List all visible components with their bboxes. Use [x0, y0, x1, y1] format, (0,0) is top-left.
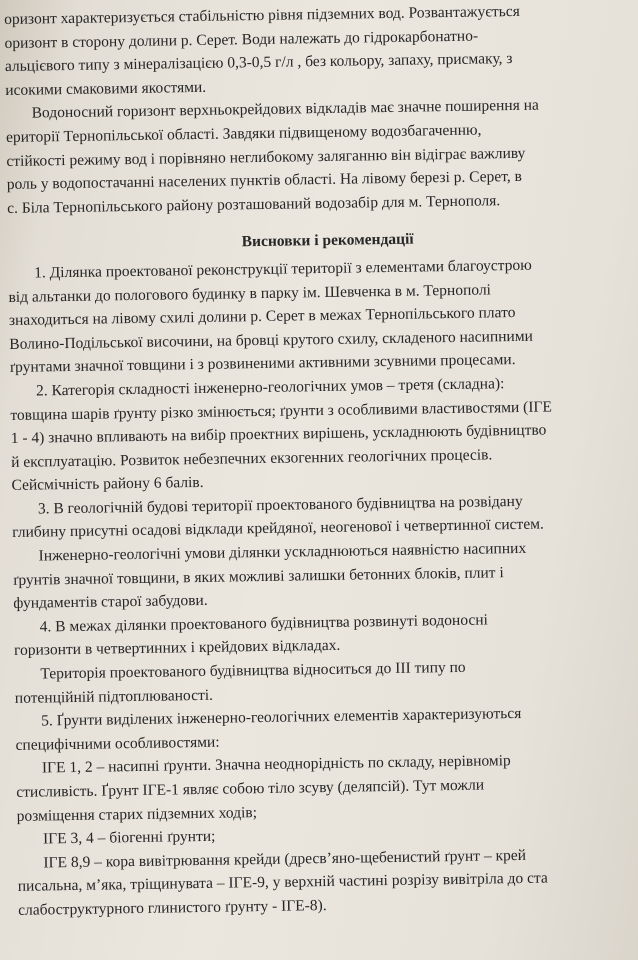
text-line: стисливість. Ґрунт ІГЕ-1 являє собою тіло зсуву (деляпсій). Тут можли: [16, 776, 485, 801]
ige-1-2-paragraph: [16, 747, 638, 828]
ige-8-9-paragraph: [17, 842, 638, 923]
text-line: горизонти в четвертинних і крейдових відкладах.: [13, 637, 341, 660]
text-line: слабоструктурного глинистого ґрунту - ІГЕ-8).: [18, 897, 327, 919]
text-line: ґрунтами значної товщини і з розвиненими активними зсувними процесами.: [9, 351, 516, 377]
text-line: Територія проектованого будівництва відноситься до ІІІ типу по: [40, 658, 466, 683]
document-text: [4, 0, 638, 922]
text-line: фундаментів старої забудови.: [13, 592, 208, 613]
text-line: 2. Категорія складності інженерно-геологічних умов – третя (складна):: [35, 375, 505, 400]
text-line: ериторії Тернопільської області. Завдяки підвищеному водозбагаченню,: [5, 121, 482, 146]
text-line: ІГЕ 3, 4 – біогенні ґрунти;: [42, 827, 216, 848]
text-line: ІГЕ 8,9 – кора вивітрювання крейди (дресв’яно-щебенистий ґрунт – крей: [43, 846, 527, 872]
text-line: оризонт характеризується стабільністю рівня підземних вод. Розвантажується: [4, 2, 520, 28]
text-line: ґрунтів значної товщини, в яких можливі залишки бетонних блоків, плит і: [12, 563, 504, 589]
text-line: 1. Ділянка проектованої реконструкції території з елементами благоустрою: [34, 256, 532, 282]
text-line: 4. В межах ділянки проектованого будівництва розвинуті водоносні: [39, 611, 489, 636]
horizon-paragraph: [5, 92, 638, 220]
text-line: товщина шарів ґрунту різко змінюється; ґрунти з особливими властивостями (ІГЕ: [10, 397, 552, 424]
text-line: розміщення старих підземних ходів;: [16, 803, 258, 825]
text-line: 3. В геологічній будові території проектованого будівництва на розвідану: [37, 492, 523, 518]
conclusion-item-2: [10, 370, 638, 498]
text-line: писальна, м’яка, тріщинувата – ІГЕ-9, у верхній частині розрізу вивітріла до ста: [17, 869, 548, 896]
text-line: ІГЕ 1, 2 – насипні ґрунти. Значна неоднорідність по складу, нерівномір: [41, 752, 511, 777]
text-line: Інженерно-геологічні умови ділянки ускладнюються наявністю насипних: [38, 539, 527, 565]
text-line: потенційній підтоплюваності.: [14, 686, 214, 707]
text-line: 1 - 4) значно впливають на вибір проектних вирішень, ускладнюють будівництво: [10, 421, 547, 448]
text-line: Волино-Подільської височини, на бровці крутого схилу, складеного насипними: [9, 327, 534, 353]
text-line: оризонт в сторону долини р. Серет. Води належать до гідрокарбонатно-: [4, 27, 479, 52]
text-line: стійкості режиму вод і порівняно неглибокому заляганню він відіграє важливу: [6, 144, 526, 170]
text-line: знаходиться на лівому схилі долини р. Серет в межах Тернопільського плато: [8, 304, 516, 330]
text-line: 5. Ґрунти виділених інженерно-геологічних елементів характеризуються: [41, 705, 522, 730]
conclusion-item-1: [8, 252, 638, 380]
text-line: исокими смаковими якостями.: [5, 78, 207, 99]
text-line: від альтанки до пологового будинку в парку ім. Шевченка в м. Тернополі: [8, 280, 492, 306]
intro-paragraph: [4, 0, 638, 102]
text-line: с. Біла Тернопільського району розташований водозабір для м. Тернополя.: [7, 191, 501, 217]
text-line: глибину присутні осадові відклади крейдяної, неогенової і четвертинної систем.: [12, 516, 544, 542]
text-line: й експлуатацію. Розвиток небезпечних екзогенних геологічних процесів.: [11, 446, 493, 471]
text-line: Водоносний горизонт верхньокрейдових відкладів має значне поширення на: [31, 96, 539, 122]
text-line: специфічними особливостями:: [15, 733, 220, 754]
text-line: альцієвого типу з мінералізацією 0,3-0,5 г/л , без кольору, запаху, присмаку, з: [4, 50, 513, 76]
text-line: Сейсмічність району 6 балів.: [11, 474, 204, 495]
text-line: роль у водопостачанні населених пунктів області. На лівому березі р. Серет, в: [6, 168, 523, 194]
section-heading: Висновки і рекомендації: [241, 230, 414, 251]
conclusion-item-3-continued: [12, 535, 638, 616]
